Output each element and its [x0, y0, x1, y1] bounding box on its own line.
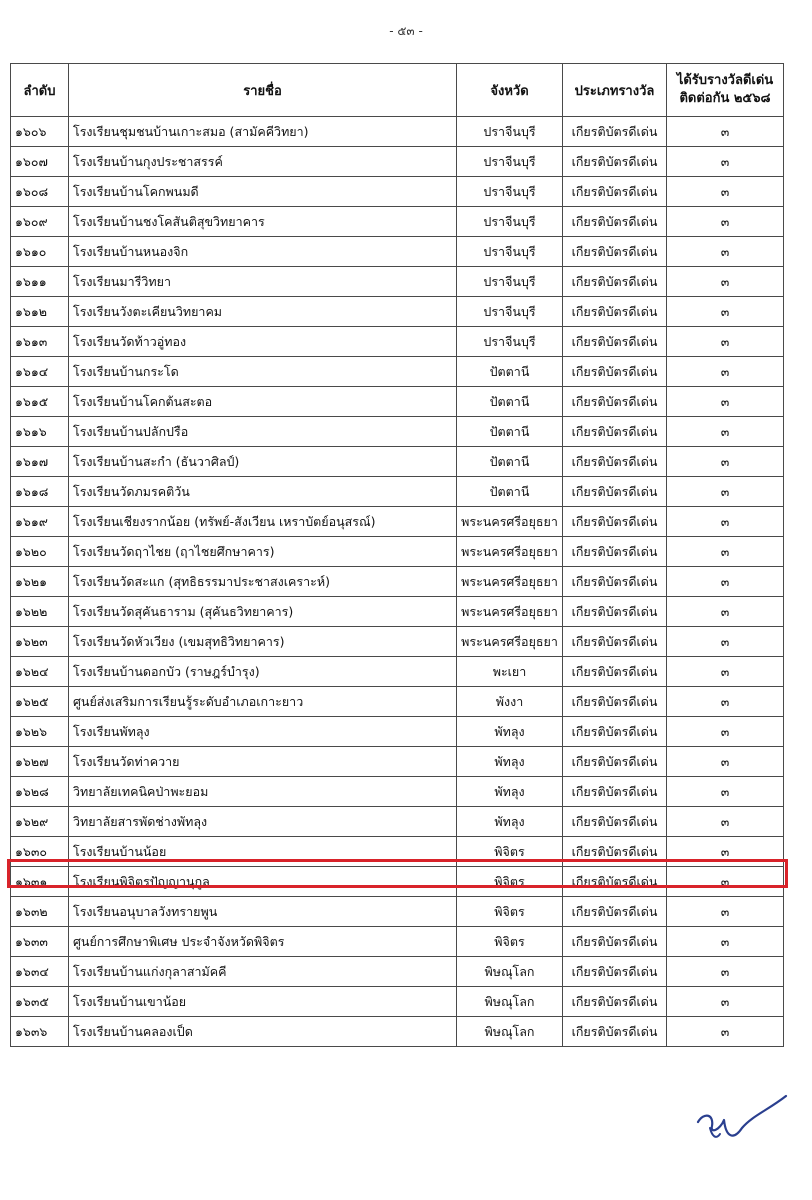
table-row [11, 717, 784, 747]
school-name: โรงเรียนวัดภมรคติวัน [69, 477, 457, 507]
school-name: โรงเรียนวังตะเคียนวิทยาคม [69, 297, 457, 327]
award-type: เกียรติบัตรดีเด่น [563, 417, 667, 447]
province: พัทลุง [457, 807, 563, 837]
school-name: โรงเรียนบ้านปลักปรือ [69, 417, 457, 447]
consecutive-years: ๓ [667, 237, 784, 267]
province: พระนครศรีอยุธยา [457, 627, 563, 657]
table-row [11, 987, 784, 1017]
province: พะเยา [457, 657, 563, 687]
province: พิษณุโลก [457, 957, 563, 987]
province: พระนครศรีอยุธยา [457, 507, 563, 537]
row-number: ๑๖๑๑ [11, 267, 69, 297]
consecutive-years: ๓ [667, 1017, 784, 1047]
consecutive-years: ๓ [667, 657, 784, 687]
province: ปราจีนบุรี [457, 327, 563, 357]
consecutive-years: ๓ [667, 327, 784, 357]
province: พระนครศรีอยุธยา [457, 567, 563, 597]
table-row [11, 207, 784, 237]
consecutive-years: ๓ [667, 957, 784, 987]
row-number: ๑๖๒๗ [11, 747, 69, 777]
province: พังงา [457, 687, 563, 717]
school-name: โรงเรียนวัดสะแก (สุทธิธรรมาประชาสงเคราะห์) [69, 567, 457, 597]
table-row [11, 267, 784, 297]
province: ปัตตานี [457, 477, 563, 507]
header-consecutive-line1: ได้รับรางวัลดีเด่น [676, 73, 774, 89]
award-type: เกียรติบัตรดีเด่น [563, 717, 667, 747]
table-row [11, 777, 784, 807]
row-number: ๑๖๒๑ [11, 567, 69, 597]
table-row [11, 447, 784, 477]
school-name: ศูนย์ส่งเสริมการเรียนรู้ระดับอำเภอเกาะยาว [69, 687, 457, 717]
award-type: เกียรติบัตรดีเด่น [563, 897, 667, 927]
table-row [11, 747, 784, 777]
row-number: ๑๖๐๙ [11, 207, 69, 237]
table-header [11, 64, 784, 117]
table-row [11, 237, 784, 267]
row-number: ๑๖๐๘ [11, 177, 69, 207]
school-name: โรงเรียนบ้านกระโด [69, 357, 457, 387]
province: พิจิตร [457, 867, 563, 897]
consecutive-years: ๓ [667, 147, 784, 177]
consecutive-years: ๓ [667, 807, 784, 837]
consecutive-years: ๓ [667, 687, 784, 717]
award-type: เกียรติบัตรดีเด่น [563, 1017, 667, 1047]
consecutive-years: ๓ [667, 117, 784, 147]
consecutive-years: ๓ [667, 447, 784, 477]
award-type: เกียรติบัตรดีเด่น [563, 447, 667, 477]
table-row [11, 837, 784, 867]
award-type: เกียรติบัตรดีเด่น [563, 687, 667, 717]
province: ปัตตานี [457, 447, 563, 477]
consecutive-years: ๓ [667, 837, 784, 867]
row-number: ๑๖๒๖ [11, 717, 69, 747]
province: ปัตตานี [457, 357, 563, 387]
consecutive-years: ๓ [667, 927, 784, 957]
school-name: โรงเรียนบ้านดอกบัว (ราษฎร์บำรุง) [69, 657, 457, 687]
page-number: - ๕๓ - [389, 24, 423, 38]
award-type: เกียรติบัตรดีเด่น [563, 597, 667, 627]
signature [690, 1090, 790, 1150]
award-type: เกียรติบัตรดีเด่น [563, 567, 667, 597]
award-type: เกียรติบัตรดีเด่น [563, 207, 667, 237]
table-row [11, 627, 784, 657]
school-name: โรงเรียนอนุบาลวังทรายพูน [69, 897, 457, 927]
school-name: โรงเรียนบ้านชงโคสันติสุขวิทยาคาร [69, 207, 457, 237]
school-name: โรงเรียนพัทลุง [69, 717, 457, 747]
table-row [11, 327, 784, 357]
header-name: รายชื่อ [69, 64, 457, 117]
school-name: โรงเรียนพิจิตรปัญญานุกูล [69, 867, 457, 897]
consecutive-years: ๓ [667, 627, 784, 657]
award-type: เกียรติบัตรดีเด่น [563, 327, 667, 357]
province: ปัตตานี [457, 387, 563, 417]
row-number: ๑๖๑๓ [11, 327, 69, 357]
award-type: เกียรติบัตรดีเด่น [563, 477, 667, 507]
school-name: ศูนย์การศึกษาพิเศษ ประจำจังหวัดพิจิตร [69, 927, 457, 957]
province: ปัตตานี [457, 417, 563, 447]
award-type: เกียรติบัตรดีเด่น [563, 777, 667, 807]
table-row [11, 807, 784, 837]
school-name: โรงเรียนบ้านคลองเป็ด [69, 1017, 457, 1047]
award-type: เกียรติบัตรดีเด่น [563, 267, 667, 297]
row-number: ๑๖๑๒ [11, 297, 69, 327]
table-row [11, 537, 784, 567]
award-type: เกียรติบัตรดีเด่น [563, 177, 667, 207]
table-row [11, 927, 784, 957]
school-name: โรงเรียนชุมชนบ้านเกาะสมอ (สามัคคีวิทยา) [69, 117, 457, 147]
row-number: ๑๖๒๔ [11, 657, 69, 687]
table-row [11, 147, 784, 177]
table-row [11, 117, 784, 147]
row-number: ๑๖๑๐ [11, 237, 69, 267]
award-type: เกียรติบัตรดีเด่น [563, 627, 667, 657]
school-name: โรงเรียนวัดหัวเวียง (เขมสุทธิวิทยาคาร) [69, 627, 457, 657]
consecutive-years: ๓ [667, 297, 784, 327]
school-name: วิทยาลัยสารพัดช่างพัทลุง [69, 807, 457, 837]
consecutive-years: ๓ [667, 177, 784, 207]
consecutive-years: ๓ [667, 567, 784, 597]
table-row [11, 417, 784, 447]
row-number: ๑๖๓๒ [11, 897, 69, 927]
award-type: เกียรติบัตรดีเด่น [563, 297, 667, 327]
table-row [11, 1017, 784, 1047]
award-type: เกียรติบัตรดีเด่น [563, 837, 667, 867]
row-number: ๑๖๒๙ [11, 807, 69, 837]
school-name: โรงเรียนบ้านน้อย [69, 837, 457, 867]
province: พิจิตร [457, 897, 563, 927]
school-name: โรงเรียนวัดสุคันธาราม (สุคันธวิทยาคาร) [69, 597, 457, 627]
row-number: ๑๖๒๒ [11, 597, 69, 627]
row-number: ๑๖๒๘ [11, 777, 69, 807]
header-award-type: ประเภทรางวัล [563, 64, 667, 117]
header-no: ลำดับ [11, 64, 69, 117]
award-type: เกียรติบัตรดีเด่น [563, 537, 667, 567]
award-type: เกียรติบัตรดีเด่น [563, 867, 667, 897]
province: พระนครศรีอยุธยา [457, 597, 563, 627]
row-number: ๑๖๑๔ [11, 357, 69, 387]
table-body [11, 117, 784, 1047]
province: พระนครศรีอยุธยา [457, 537, 563, 567]
row-number: ๑๖๑๘ [11, 477, 69, 507]
consecutive-years: ๓ [667, 747, 784, 777]
consecutive-years: ๓ [667, 207, 784, 237]
consecutive-years: ๓ [667, 387, 784, 417]
consecutive-years: ๓ [667, 867, 784, 897]
table-row [11, 387, 784, 417]
table-row [11, 897, 784, 927]
row-number: ๑๖๑๖ [11, 417, 69, 447]
consecutive-years: ๓ [667, 777, 784, 807]
table-row [11, 957, 784, 987]
consecutive-years: ๓ [667, 537, 784, 567]
row-number: ๑๖๓๑ [11, 867, 69, 897]
consecutive-years: ๓ [667, 897, 784, 927]
award-type: เกียรติบัตรดีเด่น [563, 117, 667, 147]
table-row [11, 597, 784, 627]
table-row [11, 507, 784, 537]
award-type: เกียรติบัตรดีเด่น [563, 807, 667, 837]
school-name: โรงเรียนบ้านโคกต้นสะตอ [69, 387, 457, 417]
row-number: ๑๖๑๙ [11, 507, 69, 537]
province: พัทลุง [457, 747, 563, 777]
school-name: โรงเรียนเชียงรากน้อย (ทรัพย์-สังเวียน เหราบัตย์อนุสรณ์) [69, 507, 457, 537]
school-name: โรงเรียนบ้านสะกำ (ธันวาศิลป์) [69, 447, 457, 477]
award-type: เกียรติบัตรดีเด่น [563, 927, 667, 957]
school-name: โรงเรียนวัดฤาไชย (ฤาไชยศึกษาคาร) [69, 537, 457, 567]
row-number: ๑๖๒๐ [11, 537, 69, 567]
province: ปราจีนบุรี [457, 147, 563, 177]
row-number: ๑๖๐๗ [11, 147, 69, 177]
header-consecutive [667, 64, 784, 117]
award-type: เกียรติบัตรดีเด่น [563, 147, 667, 177]
row-number: ๑๖๒๓ [11, 627, 69, 657]
table-row [11, 687, 784, 717]
school-name: โรงเรียนบ้านโคกพนมดี [69, 177, 457, 207]
row-number: ๑๖๑๗ [11, 447, 69, 477]
school-name: วิทยาลัยเทคนิคป่าพะยอม [69, 777, 457, 807]
award-type: เกียรติบัตรดีเด่น [563, 657, 667, 687]
province: ปราจีนบุรี [457, 267, 563, 297]
province: ปราจีนบุรี [457, 207, 563, 237]
row-number: ๑๖๑๕ [11, 387, 69, 417]
school-name: โรงเรียนมารีวิทยา [69, 267, 457, 297]
consecutive-years: ๓ [667, 477, 784, 507]
table-row [11, 657, 784, 687]
consecutive-years: ๓ [667, 717, 784, 747]
school-name: โรงเรียนวัดท้าวอู่ทอง [69, 327, 457, 357]
award-type: เกียรติบัตรดีเด่น [563, 987, 667, 1017]
award-type: เกียรติบัตรดีเด่น [563, 357, 667, 387]
header-province: จังหวัด [457, 64, 563, 117]
award-type: เกียรติบัตรดีเด่น [563, 237, 667, 267]
consecutive-years: ๓ [667, 417, 784, 447]
award-type: เกียรติบัตรดีเด่น [563, 387, 667, 417]
school-name: โรงเรียนบ้านแก่งกุลาสามัคคี [69, 957, 457, 987]
consecutive-years: ๓ [667, 267, 784, 297]
school-name: โรงเรียนบ้านเขาน้อย [69, 987, 457, 1017]
province: พัทลุง [457, 717, 563, 747]
consecutive-years: ๓ [667, 357, 784, 387]
table-row [11, 567, 784, 597]
province: พิจิตร [457, 837, 563, 867]
consecutive-years: ๓ [667, 597, 784, 627]
award-type: เกียรติบัตรดีเด่น [563, 747, 667, 777]
award-type: เกียรติบัตรดีเด่น [563, 507, 667, 537]
table-row [11, 867, 784, 897]
table-row [11, 357, 784, 387]
header-consecutive-line2: ติดต่อกัน ๒๕๖๘ [679, 91, 771, 106]
province: ปราจีนบุรี [457, 237, 563, 267]
row-number: ๑๖๓๓ [11, 927, 69, 957]
province: ปราจีนบุรี [457, 177, 563, 207]
row-number: ๑๖๓๕ [11, 987, 69, 1017]
row-number: ๑๖๒๕ [11, 687, 69, 717]
province: พัทลุง [457, 777, 563, 807]
consecutive-years: ๓ [667, 507, 784, 537]
table-row [11, 177, 784, 207]
province: พิษณุโลก [457, 1017, 563, 1047]
table-row [11, 297, 784, 327]
row-number: ๑๖๓๐ [11, 837, 69, 867]
award-table [10, 63, 784, 1047]
consecutive-years: ๓ [667, 987, 784, 1017]
row-number: ๑๖๐๖ [11, 117, 69, 147]
province: พิจิตร [457, 927, 563, 957]
row-number: ๑๖๓๖ [11, 1017, 69, 1047]
school-name: โรงเรียนบ้านกุงประชาสรรค์ [69, 147, 457, 177]
province: พิษณุโลก [457, 987, 563, 1017]
award-type: เกียรติบัตรดีเด่น [563, 957, 667, 987]
school-name: โรงเรียนวัดท่าควาย [69, 747, 457, 777]
province: ปราจีนบุรี [457, 297, 563, 327]
row-number: ๑๖๓๔ [11, 957, 69, 987]
province: ปราจีนบุรี [457, 117, 563, 147]
table-row [11, 477, 784, 507]
school-name: โรงเรียนบ้านหนองจิก [69, 237, 457, 267]
